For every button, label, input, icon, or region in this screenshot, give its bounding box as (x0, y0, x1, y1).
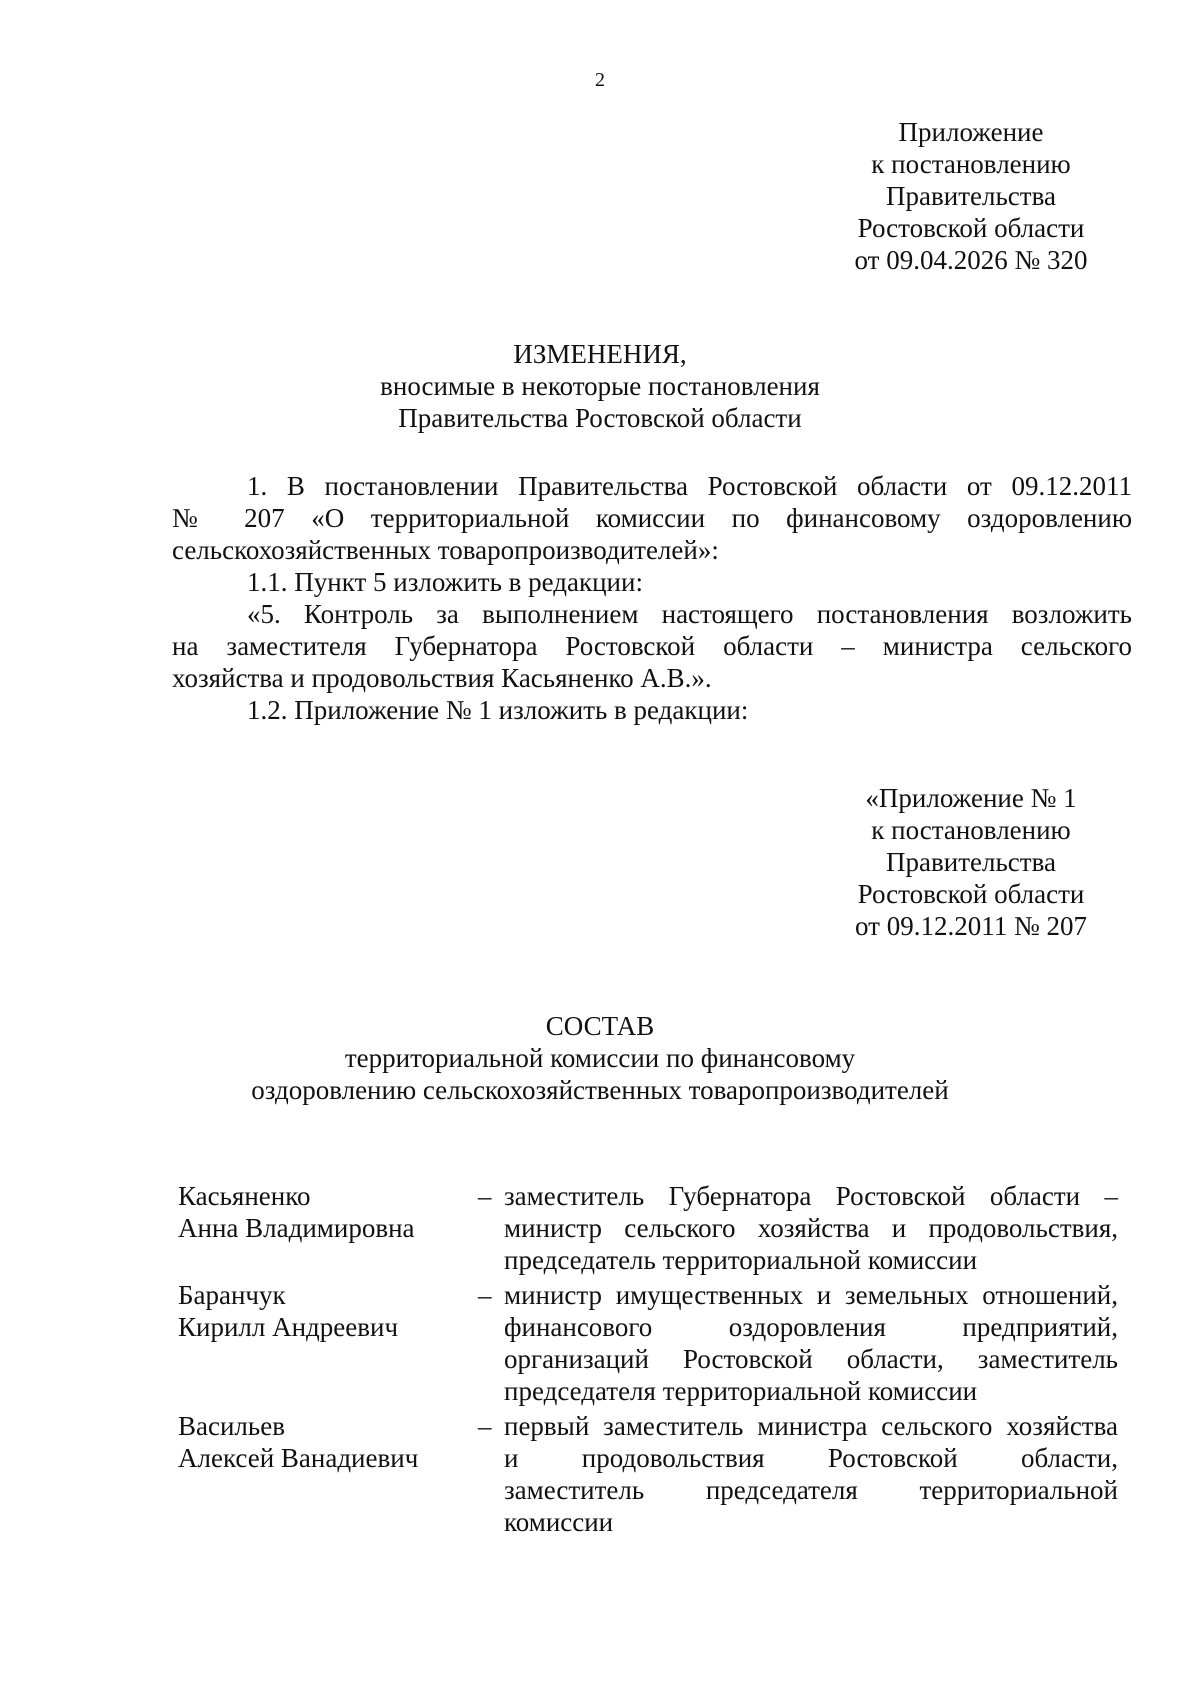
appendix-line: Приложение (898, 117, 1044, 147)
member-name (178, 1279, 478, 1407)
appendix-line: к постановлению (871, 149, 1071, 179)
changes-heading: ИЗМЕНЕНИЯ, (513, 339, 687, 369)
appendix-quoted-line: «Приложение № 1 (865, 783, 1077, 813)
member-position (504, 1410, 1118, 1538)
changes-body (172, 470, 1132, 726)
member-position-line: организаций Ростовской области, заместитель (504, 1344, 1118, 1374)
appendix-header (842, 116, 1100, 276)
paragraph-line: № 207 «О территориальной комиссии по финансовому оздоровлению (172, 503, 1132, 533)
member-given-name: Анна Владимировна (178, 1213, 415, 1243)
member-position-line: заместитель председателя территориальной (504, 1475, 1118, 1505)
member-name (178, 1180, 478, 1276)
member-dash: – (478, 1181, 492, 1211)
appendix-line: Ростовской области (857, 213, 1085, 243)
paragraph-1-2: 1.2. Приложение № 1 изложить в редакции: (247, 695, 749, 725)
member-position-line: председатель территориальной комиссии (504, 1245, 978, 1275)
paragraph-1 (172, 470, 1132, 566)
appendix-quoted-line: Ростовской области (857, 879, 1085, 909)
member-dash: – (478, 1411, 492, 1441)
appendix-quoted-line: Правительства (886, 847, 1056, 877)
changes-subtitle-line: вносимые в некоторые постановления (380, 371, 820, 401)
member-position-line: председателя территориальной комиссии (504, 1376, 978, 1406)
member-position-line: первый заместитель министра сельского хозяйства (504, 1411, 1118, 1441)
page-number: 2 (595, 69, 605, 91)
paragraph-line: «5. Контроль за выполнением настоящего постановления возложить (247, 599, 1132, 629)
appendix-quoted-line: от 09.12.2011 № 207 (855, 911, 1087, 941)
composition-title (0, 1010, 1200, 1106)
member-row (178, 1180, 1138, 1276)
changes-subtitle-line: Правительства Ростовской области (398, 403, 802, 433)
paragraph-line: сельскохозяйственных товаропроизводителей»: (172, 535, 719, 565)
member-surname: Касьяненко (178, 1181, 311, 1211)
members-list (178, 1180, 1138, 1541)
paragraph-line: хозяйства и продовольствия Касьяненко А.В.». (172, 663, 712, 693)
member-given-name: Алексей Ванадиевич (178, 1443, 419, 1473)
appendix-line: от 09.04.2026 № 320 (854, 245, 1088, 275)
member-position (504, 1180, 1118, 1276)
member-position-line: комиссии (504, 1507, 614, 1537)
paragraph-1-1: 1.1. Пункт 5 изложить в редакции: (247, 567, 643, 597)
member-given-name: Кирилл Андреевич (178, 1312, 399, 1342)
appendix-line: Правительства (886, 181, 1056, 211)
member-surname: Васильев (178, 1411, 285, 1441)
member-position-line: министр сельского хозяйства и продовольствия, (504, 1213, 1118, 1243)
member-position (504, 1279, 1118, 1407)
paragraph-quote-5 (172, 598, 1132, 694)
member-position-line: финансового оздоровления предприятий, (504, 1312, 1118, 1342)
composition-subtitle-line: территориальной комиссии по финансовому (344, 1043, 856, 1073)
member-dash: – (478, 1280, 492, 1310)
paragraph-line: 1. В постановлении Правительства Ростовской области от 09.12.2011 (247, 471, 1132, 501)
member-row (178, 1279, 1138, 1407)
composition-subtitle-line: оздоровлению сельскохозяйственных товаропроизводителей (251, 1075, 949, 1105)
paragraph-line: на заместителя Губернатора Ростовской области – министра сельского (172, 631, 1132, 661)
member-name (178, 1410, 478, 1538)
member-position-line: министр имущественных и земельных отношений, (504, 1280, 1118, 1310)
appendix-quoted (842, 782, 1100, 942)
member-surname: Баранчук (178, 1280, 286, 1310)
appendix-quoted-line: к постановлению (871, 815, 1071, 845)
changes-title (0, 338, 1200, 434)
member-row (178, 1410, 1138, 1538)
composition-heading: СОСТАВ (545, 1011, 655, 1041)
member-position-line: и продовольствия Ростовской области, (504, 1443, 1118, 1473)
member-position-line: заместитель Губернатора Ростовской области – (504, 1181, 1118, 1211)
